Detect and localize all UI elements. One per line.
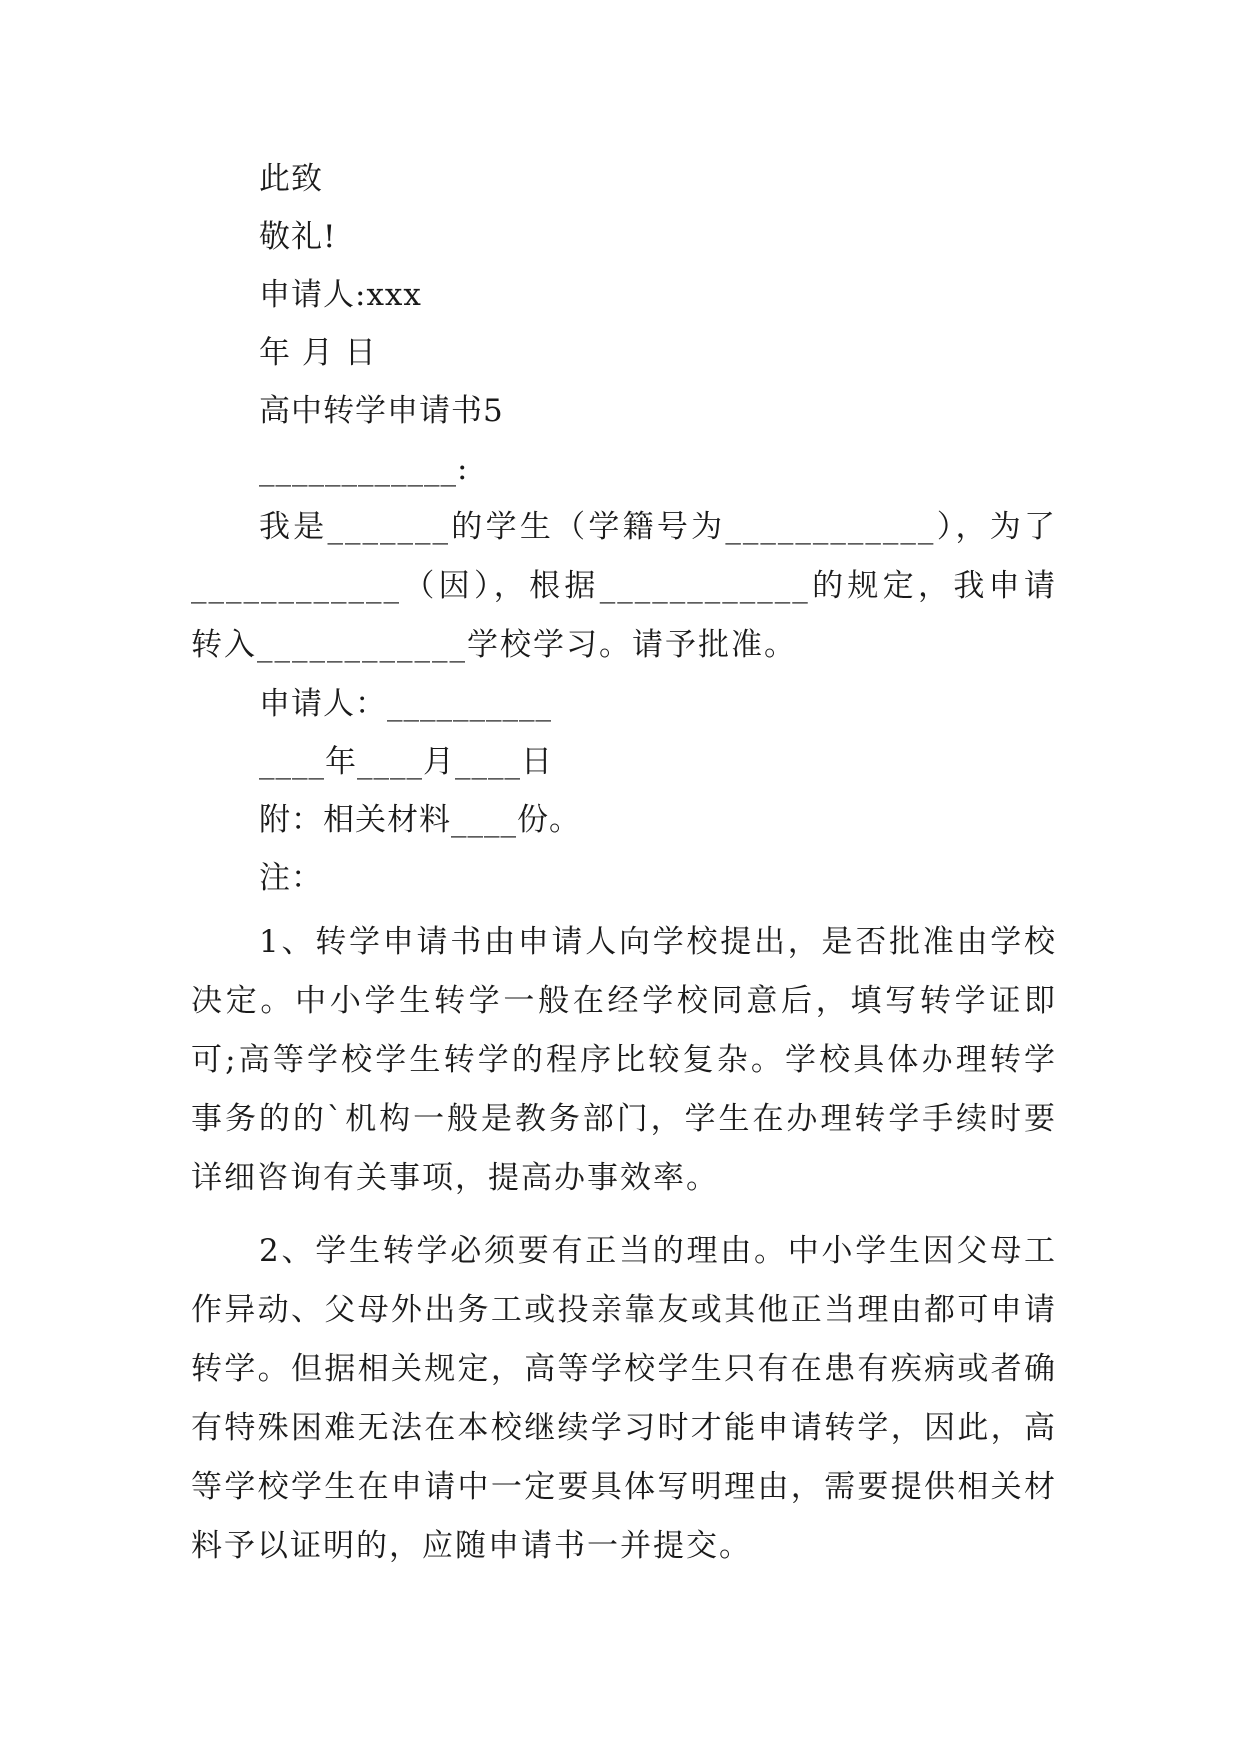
closing-jing-li: 敬礼! xyxy=(259,219,337,255)
section-title: 高中转学申请书5 xyxy=(259,393,504,429)
note-label: 注： xyxy=(259,860,323,896)
document-page xyxy=(191,150,1057,1576)
signature-date: ____年____月____日 xyxy=(259,744,553,780)
closing-applicant: 申请人:xxx xyxy=(259,277,422,313)
closing-date: 年 月 日 xyxy=(259,335,377,371)
note-paragraph-2: 2、学生转学必须要有正当的理由。中小学生因父母工作异动、父母外出务工或投亲靠友或其他正当理由都可申请转学。但据相关规定，高等学校学生只有在患有疾病或者确有特殊困难无法在本校继续学习时才能申请转学，因此，高等学校学生在申请中一定要具体写明理由，需要提供相关材料予以证明的，应随申请书一并提交。 xyxy=(191,1233,1057,1564)
body-paragraph: 我是_______的学生（学籍号为____________），为了____________（因），根据____________的规定，我申请转入____________学校学习。请予批准。 xyxy=(191,509,1057,663)
attachment-line: 附：相关材料____份。 xyxy=(259,802,581,838)
addressee-line: ____________: xyxy=(259,451,469,487)
closing-ci-zhi: 此致 xyxy=(259,161,323,197)
signature-applicant: 申请人：__________ xyxy=(259,686,552,722)
note-paragraph-1: 1、转学申请书由申请人向学校提出，是否批准由学校决定。中小学生转学一般在经学校同意后，填写转学证即可;高等学校学生转学的程序比较复杂。学校具体办理转学事务的的`机构一般是教务部门，学生在办理转学手续时要详细咨询有关事项，提高办事效率。 xyxy=(191,924,1057,1196)
